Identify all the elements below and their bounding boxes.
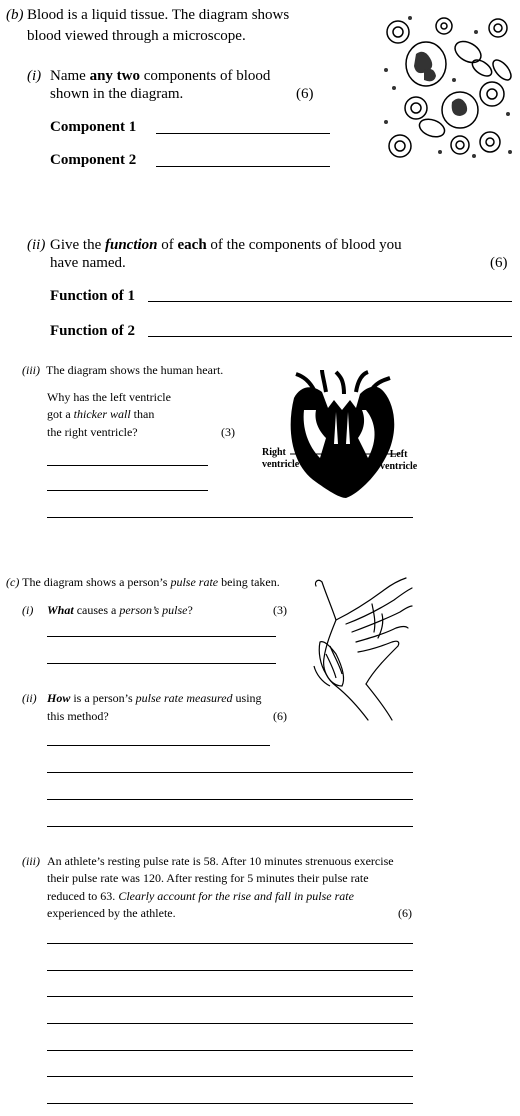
pulse-hand-illustration xyxy=(312,574,416,724)
question-b-i-text-2: shown in the diagram. xyxy=(50,86,184,102)
left-ventricle-label-2: ventricle xyxy=(380,461,418,472)
c-i-answer-line-1[interactable] xyxy=(47,636,276,637)
q-b-ii-e: of the components of blood you xyxy=(206,237,402,253)
q-b-ii-a: Give the xyxy=(50,237,105,253)
c-iii-answer-line-3[interactable] xyxy=(47,996,413,997)
c-i-answer-line-2[interactable] xyxy=(47,663,276,664)
question-c-i-number: (i) xyxy=(22,603,34,617)
question-b-i-marks: (6) xyxy=(296,86,314,102)
b-iii-answer-line-1[interactable] xyxy=(47,465,208,466)
component-2-label: Component 2 xyxy=(50,152,137,168)
question-b-i-text-1 xyxy=(50,67,270,85)
q-b-ii-d: each xyxy=(177,237,207,253)
right-ventricle-arrow xyxy=(290,449,336,459)
question-b-ii-number-wrap xyxy=(27,236,45,254)
question-c-label: (c) xyxy=(6,575,20,589)
right-ventricle-label-1: Right xyxy=(262,447,286,458)
q-c-iii-b: Clearly account for the rise and fall in pulse rate xyxy=(118,889,354,903)
question-c-ii-number-wrap xyxy=(22,690,37,707)
question-b-iii-text-1: Why has the left ventricle xyxy=(47,390,171,404)
c-iii-answer-line-4[interactable] xyxy=(47,1023,413,1024)
question-c-iii-number: (iii) xyxy=(22,854,40,868)
q-b-i-part-c: components of blood xyxy=(140,68,271,84)
component-2-answer-line[interactable] xyxy=(156,166,330,167)
question-c-iii-line-4: experienced by the athlete. xyxy=(47,906,176,920)
question-b-ii-number: (ii) xyxy=(27,237,46,253)
q-c-intro-a: The diagram shows a person’s xyxy=(22,575,171,589)
q-b-ii-c: of xyxy=(157,237,178,253)
question-b-iii-text-2 xyxy=(47,406,154,423)
question-c-iii-line-3 xyxy=(47,888,354,905)
question-c-iii-marks: (6) xyxy=(398,906,412,920)
question-b-ii-text-1 xyxy=(50,236,402,254)
q-c-ii-a: How xyxy=(47,691,71,705)
question-b-label: (b) xyxy=(6,7,24,23)
function-2-answer-line[interactable] xyxy=(148,336,512,337)
q-c-ii-d: using xyxy=(232,691,262,705)
question-b-i-number: (i) xyxy=(27,68,42,84)
c-ii-answer-line-3[interactable] xyxy=(47,799,413,800)
question-b-i-line-1 xyxy=(27,67,41,85)
left-ventricle-arrow xyxy=(356,449,400,459)
q-b-iii-c: than xyxy=(130,407,155,421)
c-iii-answer-line-7[interactable] xyxy=(47,1103,413,1104)
question-c-ii-marks: (6) xyxy=(273,709,287,723)
question-b-letter xyxy=(6,6,24,24)
q-b-iii-a: got a xyxy=(47,407,74,421)
question-b-ii-marks: (6) xyxy=(490,255,508,271)
c-iii-answer-line-1[interactable] xyxy=(47,943,413,944)
q-b-ii-b: function xyxy=(104,237,158,253)
q-c-intro-c: being taken. xyxy=(218,575,280,589)
q-b-i-part-b: any two xyxy=(89,68,140,84)
left-ventricle-label-1: Left xyxy=(389,449,408,460)
question-b-ii-text-2: have named. xyxy=(50,255,126,271)
question-b-iii-marks: (3) xyxy=(221,425,235,439)
c-ii-answer-line-1[interactable] xyxy=(47,745,270,746)
question-b-iii-intro: The diagram shows the human heart. xyxy=(46,363,224,377)
q-c-iii-a: reduced to 63. xyxy=(47,889,119,903)
b-iii-answer-line-2[interactable] xyxy=(47,490,208,491)
question-c-i-marks: (3) xyxy=(273,603,287,617)
q-c-i-c: person’s pulse xyxy=(119,603,188,617)
question-c-iii-line-1: An athlete’s resting pulse rate is 58. After 10 minutes strenuous exercise xyxy=(47,854,394,868)
q-b-i-part-a: Name xyxy=(50,68,90,84)
component-1-answer-line[interactable] xyxy=(156,133,330,134)
c-iii-answer-line-5[interactable] xyxy=(47,1050,413,1051)
question-c-ii-number: (ii) xyxy=(22,691,37,705)
question-b-intro-line-2: blood viewed through a microscope. xyxy=(27,28,246,44)
function-1-answer-line[interactable] xyxy=(148,301,512,302)
right-ventricle-label-2: ventricle xyxy=(262,459,300,470)
function-2-label: Function of 2 xyxy=(50,323,136,339)
question-c-iii-number-wrap xyxy=(22,853,40,870)
heart-illustration xyxy=(286,370,398,500)
component-1-label: Component 1 xyxy=(50,119,137,135)
q-b-iii-b: thicker wall xyxy=(73,407,131,421)
question-c-ii-text-2: this method? xyxy=(47,709,109,723)
function-1-label: Function of 1 xyxy=(50,288,136,304)
question-c-iii-line-2: their pulse rate was 120. After resting for 5 minutes their pulse rate xyxy=(47,871,369,885)
q-c-i-d: ? xyxy=(187,603,193,617)
question-b-intro-line-1: Blood is a liquid tissue. The diagram shows xyxy=(27,7,290,23)
q-c-ii-b: is a person’s xyxy=(70,691,136,705)
c-iii-answer-line-2[interactable] xyxy=(47,970,413,971)
q-c-ii-c: pulse rate measured xyxy=(135,691,233,705)
q-c-i-a: What xyxy=(47,603,74,617)
question-b-iii-number-wrap xyxy=(22,362,40,379)
b-iii-answer-line-3[interactable] xyxy=(47,517,413,518)
question-b-iii-text-3: the right ventricle? xyxy=(47,425,138,439)
question-c-i-text xyxy=(47,602,193,619)
question-b-iii-number: (iii) xyxy=(22,363,40,377)
c-iii-answer-line-6[interactable] xyxy=(47,1076,413,1077)
c-ii-answer-line-4[interactable] xyxy=(47,826,413,827)
c-ii-answer-line-2[interactable] xyxy=(47,772,413,773)
blood-cells-illustration xyxy=(380,10,515,160)
question-c-ii-text-1 xyxy=(47,690,262,707)
q-c-i-b: causes a xyxy=(73,603,120,617)
question-c-i-number-wrap xyxy=(22,602,33,619)
question-c-intro xyxy=(6,574,280,591)
q-c-intro-b: pulse rate xyxy=(170,575,219,589)
